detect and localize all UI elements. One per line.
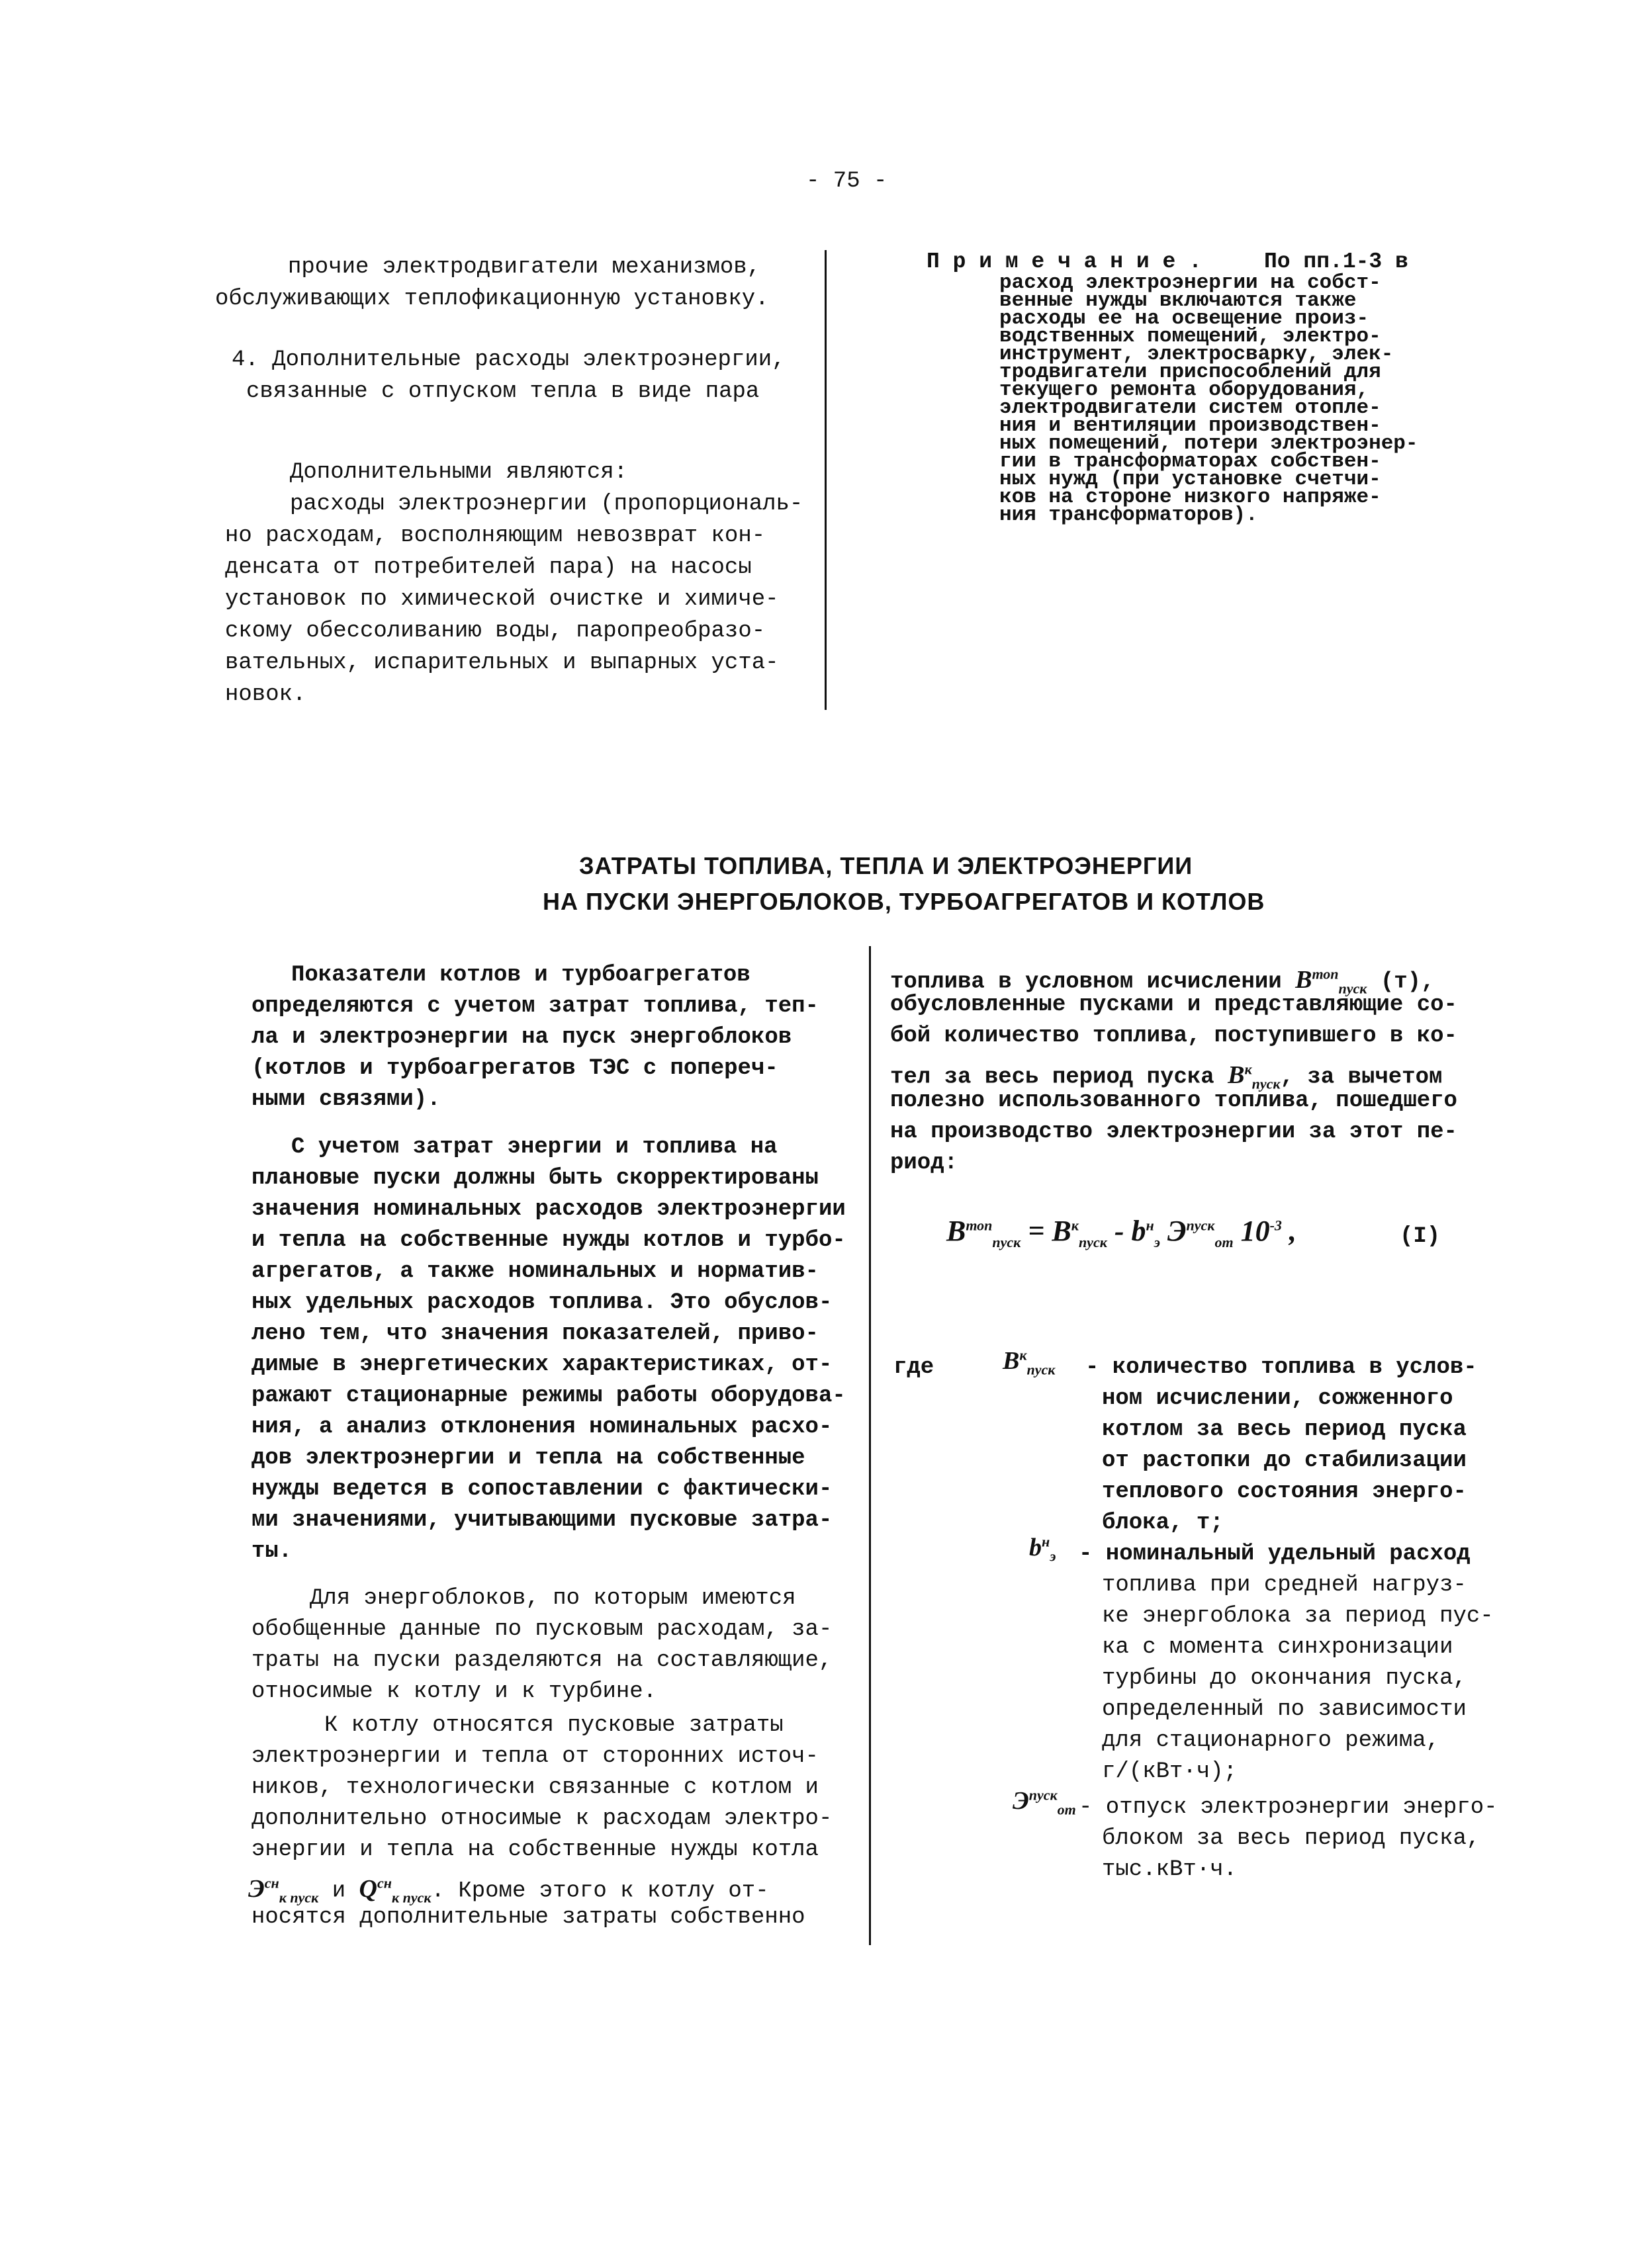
- definition-line: турбины до окончания пуска,: [1102, 1666, 1467, 1691]
- text-line: на производство электроэнергии за этот пе-: [890, 1119, 1457, 1145]
- item-4-heading: 4. Дополнительные расходы электроэнергии,: [232, 347, 786, 372]
- definition-line: блока, т;: [1102, 1510, 1224, 1536]
- text-line: денсата от потребителей пара) на насосы: [225, 555, 752, 580]
- text-line: но расходам, восполняющим невозврат кон-: [225, 523, 766, 548]
- text-line: значения номинальных расходов электроэнергии: [251, 1197, 846, 1222]
- text-line: скому обессоливанию воды, паропреобразо-: [225, 619, 766, 644]
- text-line: траты на пуски разделяются на составляющие,: [251, 1648, 833, 1673]
- subheading: Дополнительными являются:: [290, 460, 628, 485]
- text-line: обусловленные пусками и представляющие со-: [890, 992, 1457, 1018]
- definition-line: ном исчислении, сожженного: [1102, 1386, 1453, 1411]
- text-line: электроэнергии и тепла от сторонних источ-: [251, 1744, 819, 1769]
- text-line: плановые пуски должны быть скорректированы: [251, 1166, 819, 1191]
- definition-line: ке энергоблока за период пус-: [1102, 1604, 1494, 1629]
- text-line-with-symbol: тел за весь период пуска $В^к_{пуск}$, за вычетом: [890, 1061, 1443, 1092]
- text-line: новок.: [225, 682, 306, 707]
- note-line: расход электроэнергии на собст-: [999, 271, 1381, 294]
- text-line: носятся дополнительные затраты собственно: [251, 1905, 805, 1930]
- def-symbol-b-n-e: $b^н_э$: [1029, 1533, 1056, 1565]
- note-line: ния и вентиляции производствен-: [999, 414, 1381, 437]
- formula-1: $В^{топ}_{пуск} = В^к_{пуск} - b^н_э$ $Э^{пуск}_{от}$ $10^{-3}$ ,: [946, 1215, 1296, 1250]
- note-line: инструмент, электросварку, элек-: [999, 343, 1394, 366]
- section-heading: ЗАТРАТЫ ТОПЛИВА, ТЕПЛА И ЭЛЕКТРОЭНЕРГИИ: [579, 852, 1193, 879]
- definition-line: топлива при средней нагруз-: [1102, 1573, 1467, 1598]
- note-line: расходы ее на освещение произ-: [999, 307, 1369, 330]
- text-line: ных удельных расходов топлива. Это обуслов-: [251, 1290, 833, 1315]
- def-symbol-e-pusk-ot: $Э^{пуск}_{от}$: [1013, 1786, 1076, 1818]
- text-line: прочие электродвигатели механизмов,: [288, 255, 761, 280]
- definition-line: ка с момента синхронизации: [1102, 1635, 1453, 1660]
- text-line: дополнительно относимые к расходам электро-: [251, 1806, 833, 1831]
- note-line: гии в трансформаторах собствен-: [999, 450, 1381, 473]
- text-line: расходы электроэнергии (пропорциональ-: [290, 492, 803, 517]
- formula-number: (I): [1400, 1224, 1441, 1249]
- note-line: венные нужды включаются также: [999, 289, 1357, 312]
- text-line: ния, а анализ отклонения номинальных расхо-: [251, 1415, 833, 1440]
- symbol-q-sn-k-pusk: $Q^{сн}_{к пуск}$: [359, 1874, 432, 1906]
- text-line: Для энергоблоков, по которым имеются: [310, 1586, 796, 1611]
- definition-line: блоком за весь период пуска,: [1102, 1826, 1480, 1851]
- text-line: определяются с учетом затрат топлива, теп-: [251, 994, 819, 1019]
- text-line: относимые к котлу и к турбине.: [251, 1679, 657, 1704]
- note-line: По пп.1-3 в: [1264, 249, 1408, 274]
- text-line: обслуживающих теплофикационную установку.: [215, 286, 769, 312]
- text-line: ников, технологически связанные с котлом и: [251, 1775, 819, 1800]
- definition-line: - номинальный удельный расход: [1079, 1542, 1471, 1567]
- text-line: и тепла на собственные нужды котлов и турбо-: [251, 1228, 846, 1253]
- text-line: нужды ведется в сопоставлении с фактически-: [251, 1477, 833, 1502]
- note-line: ков на стороне низкого напряже-: [999, 486, 1381, 509]
- symbol-b-k-pusk: $В^к_{пуск}$: [1228, 1061, 1281, 1092]
- definition-line: тыс.кВт·ч.: [1102, 1857, 1238, 1882]
- def-symbol-b-k-pusk: $В^к_{пуск}$: [1003, 1346, 1056, 1378]
- text-line: обобщенные данные по пусковым расходам, за-: [251, 1617, 833, 1642]
- definition-line: определенный по зависимости: [1102, 1697, 1467, 1722]
- note-line: тродвигатели приспособлений для: [999, 361, 1381, 384]
- definition-line: для стационарного режима,: [1102, 1728, 1440, 1753]
- note-line: ных нужд (при установке счетчи-: [999, 468, 1381, 491]
- item-4-heading: связанные с отпуском тепла в виде пара: [246, 379, 760, 404]
- text-line: агрегатов, а также номинальных и норматив-: [251, 1259, 819, 1284]
- text-line: бой количество топлива, поступившего в ко-: [890, 1024, 1457, 1049]
- text-line: ными связями).: [251, 1087, 441, 1112]
- text-line: энергии и тепла на собственные нужды котла: [251, 1837, 819, 1862]
- column-divider: [869, 946, 871, 1945]
- column-divider: [825, 250, 827, 710]
- note-line: ных помещений, потери электроэнер-: [999, 432, 1418, 455]
- text-line: ты.: [251, 1539, 293, 1564]
- text-line: лено тем, что значения показателей, приво-: [251, 1321, 819, 1346]
- note-line: текущего ремонта оборудования,: [999, 378, 1369, 402]
- note-line: электродвигатели систем отопле-: [999, 396, 1381, 419]
- text-line: К котлу относятся пусковые затраты: [324, 1713, 784, 1738]
- definition-line: - количество топлива в услов-: [1085, 1355, 1477, 1380]
- note-line: водственных помещений, электро-: [999, 325, 1381, 348]
- text-line: ражают стационарные режимы работы оборудова-: [251, 1383, 846, 1409]
- symbol-e-sn-k-pusk: $Э^{сн}_{к пуск}$: [248, 1874, 319, 1906]
- text-line: полезно использованного топлива, пошедшего: [890, 1088, 1457, 1113]
- definition-line: котлом за весь период пуска: [1102, 1417, 1467, 1442]
- section-heading: НА ПУСКИ ЭНЕРГОБЛОКОВ, ТУРБОАГРЕГАТОВ И КОТЛОВ: [543, 888, 1265, 915]
- text-line: С учетом затрат энергии и топлива на: [291, 1135, 778, 1160]
- note-label: П р и м е ч а н и е .: [927, 249, 1202, 274]
- text-line-with-symbol: топлива в условном исчислении $В^{топ}_{пуск}$ (т),: [890, 965, 1435, 997]
- text-line: Показатели котлов и турбоагрегатов: [291, 963, 750, 988]
- text-line: дов электроэнергии и тепла на собственные: [251, 1446, 805, 1471]
- text-line: (котлов и турбоагрегатов ТЭС с попереч-: [251, 1056, 778, 1081]
- definition-line: от растопки до стабилизации: [1102, 1448, 1467, 1473]
- text-line: ла и электроэнергии на пуск энергоблоков: [251, 1025, 792, 1050]
- definition-line: г/(кВт·ч);: [1102, 1759, 1238, 1784]
- text-line-with-symbols: $Э^{сн}_{к пуск}$ и $Q^{сн}_{к пуск}$. Кроме этого к котлу от-: [248, 1874, 769, 1906]
- text-line: вательных, испарительных и выпарных уста-: [225, 650, 779, 676]
- definition-line: теплового состояния энерго-: [1102, 1479, 1467, 1505]
- text-line: установок по химической очистке и химиче-: [225, 587, 779, 612]
- page-number: - 75 -: [806, 169, 887, 194]
- text-line: димые в энергетических характеристиках, от-: [251, 1352, 833, 1377]
- symbol-b-top-pusk: $В^{топ}_{пуск}$: [1295, 965, 1367, 997]
- definition-line: - отпуск электроэнергии энерго-: [1079, 1795, 1498, 1820]
- text-line: риод:: [890, 1151, 958, 1176]
- text-line: ми значениями, учитывающими пусковые затра-: [251, 1508, 833, 1533]
- where-label: где: [893, 1355, 934, 1380]
- note-line: ния трансформаторов).: [999, 503, 1258, 527]
